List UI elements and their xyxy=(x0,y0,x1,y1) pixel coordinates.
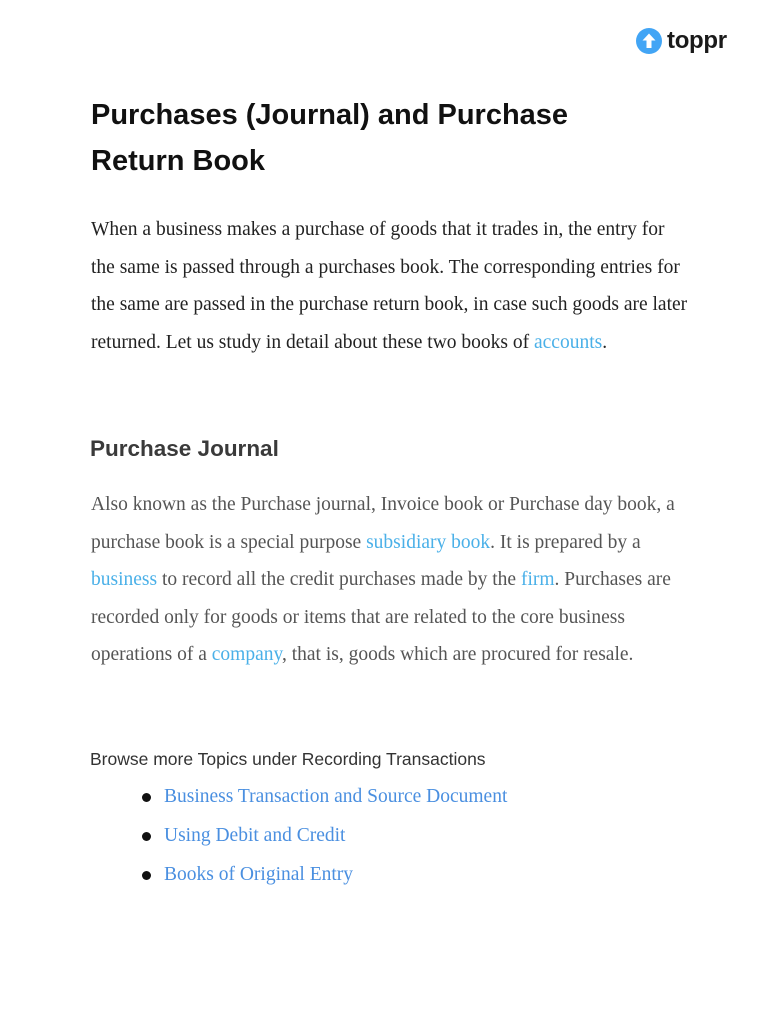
bullet-icon xyxy=(142,871,151,880)
definition-text-2: . It is prepared by a xyxy=(490,531,641,553)
page-title: Purchases (Journal) and Purchase Return Book xyxy=(91,99,569,177)
list-item xyxy=(0,856,700,895)
company-link[interactable]: company xyxy=(211,644,282,666)
list-item xyxy=(0,817,700,856)
bullet-icon xyxy=(142,832,151,841)
intro-paragraph xyxy=(91,211,691,361)
definition-text-4: . Purchases are recorded only for goods or items that are related to the core business operations of a xyxy=(91,569,671,666)
list-item xyxy=(0,778,700,817)
intro-text-end: . xyxy=(602,331,608,353)
definition-text-3: to record all the credit purchases made by the xyxy=(157,569,521,591)
definition-text-1: Also known as the Purchase journal, Invoice book or Purchase day book, a purchase book is a special purpose xyxy=(91,494,675,553)
brand-name: toppr xyxy=(667,27,727,54)
bullet-icon xyxy=(142,793,151,802)
definition-text-5: , that is, goods which are procured for resale. xyxy=(281,644,634,666)
section-heading: Purchase Journal xyxy=(90,436,279,461)
topic-list xyxy=(0,778,700,894)
intro-text: When a business makes a purchase of goods that it trades in, the entry for the same is passed through a purchases book. The corresponding entries for the same are passed in the purchase return book, in case such goods are later returned. Let us study in detail about these two books of xyxy=(91,219,688,353)
topic-link-business-transaction[interactable]: Business Transaction and Source Document xyxy=(164,786,508,807)
firm-link[interactable]: firm xyxy=(520,569,555,591)
definition-paragraph xyxy=(91,486,691,674)
toppr-logo[interactable] xyxy=(636,27,727,55)
topic-link-debit-credit[interactable]: Using Debit and Credit xyxy=(164,824,346,846)
browse-topics-heading: Browse more Topics under Recording Transactions xyxy=(90,749,486,769)
up-arrow-circle-icon xyxy=(636,28,662,54)
topic-link-books-original-entry[interactable]: Books of Original Entry xyxy=(164,863,354,885)
subsidiary-book-link[interactable]: subsidiary book xyxy=(366,531,491,553)
business-link[interactable]: business xyxy=(91,569,158,591)
accounts-link[interactable]: accounts xyxy=(534,331,603,353)
